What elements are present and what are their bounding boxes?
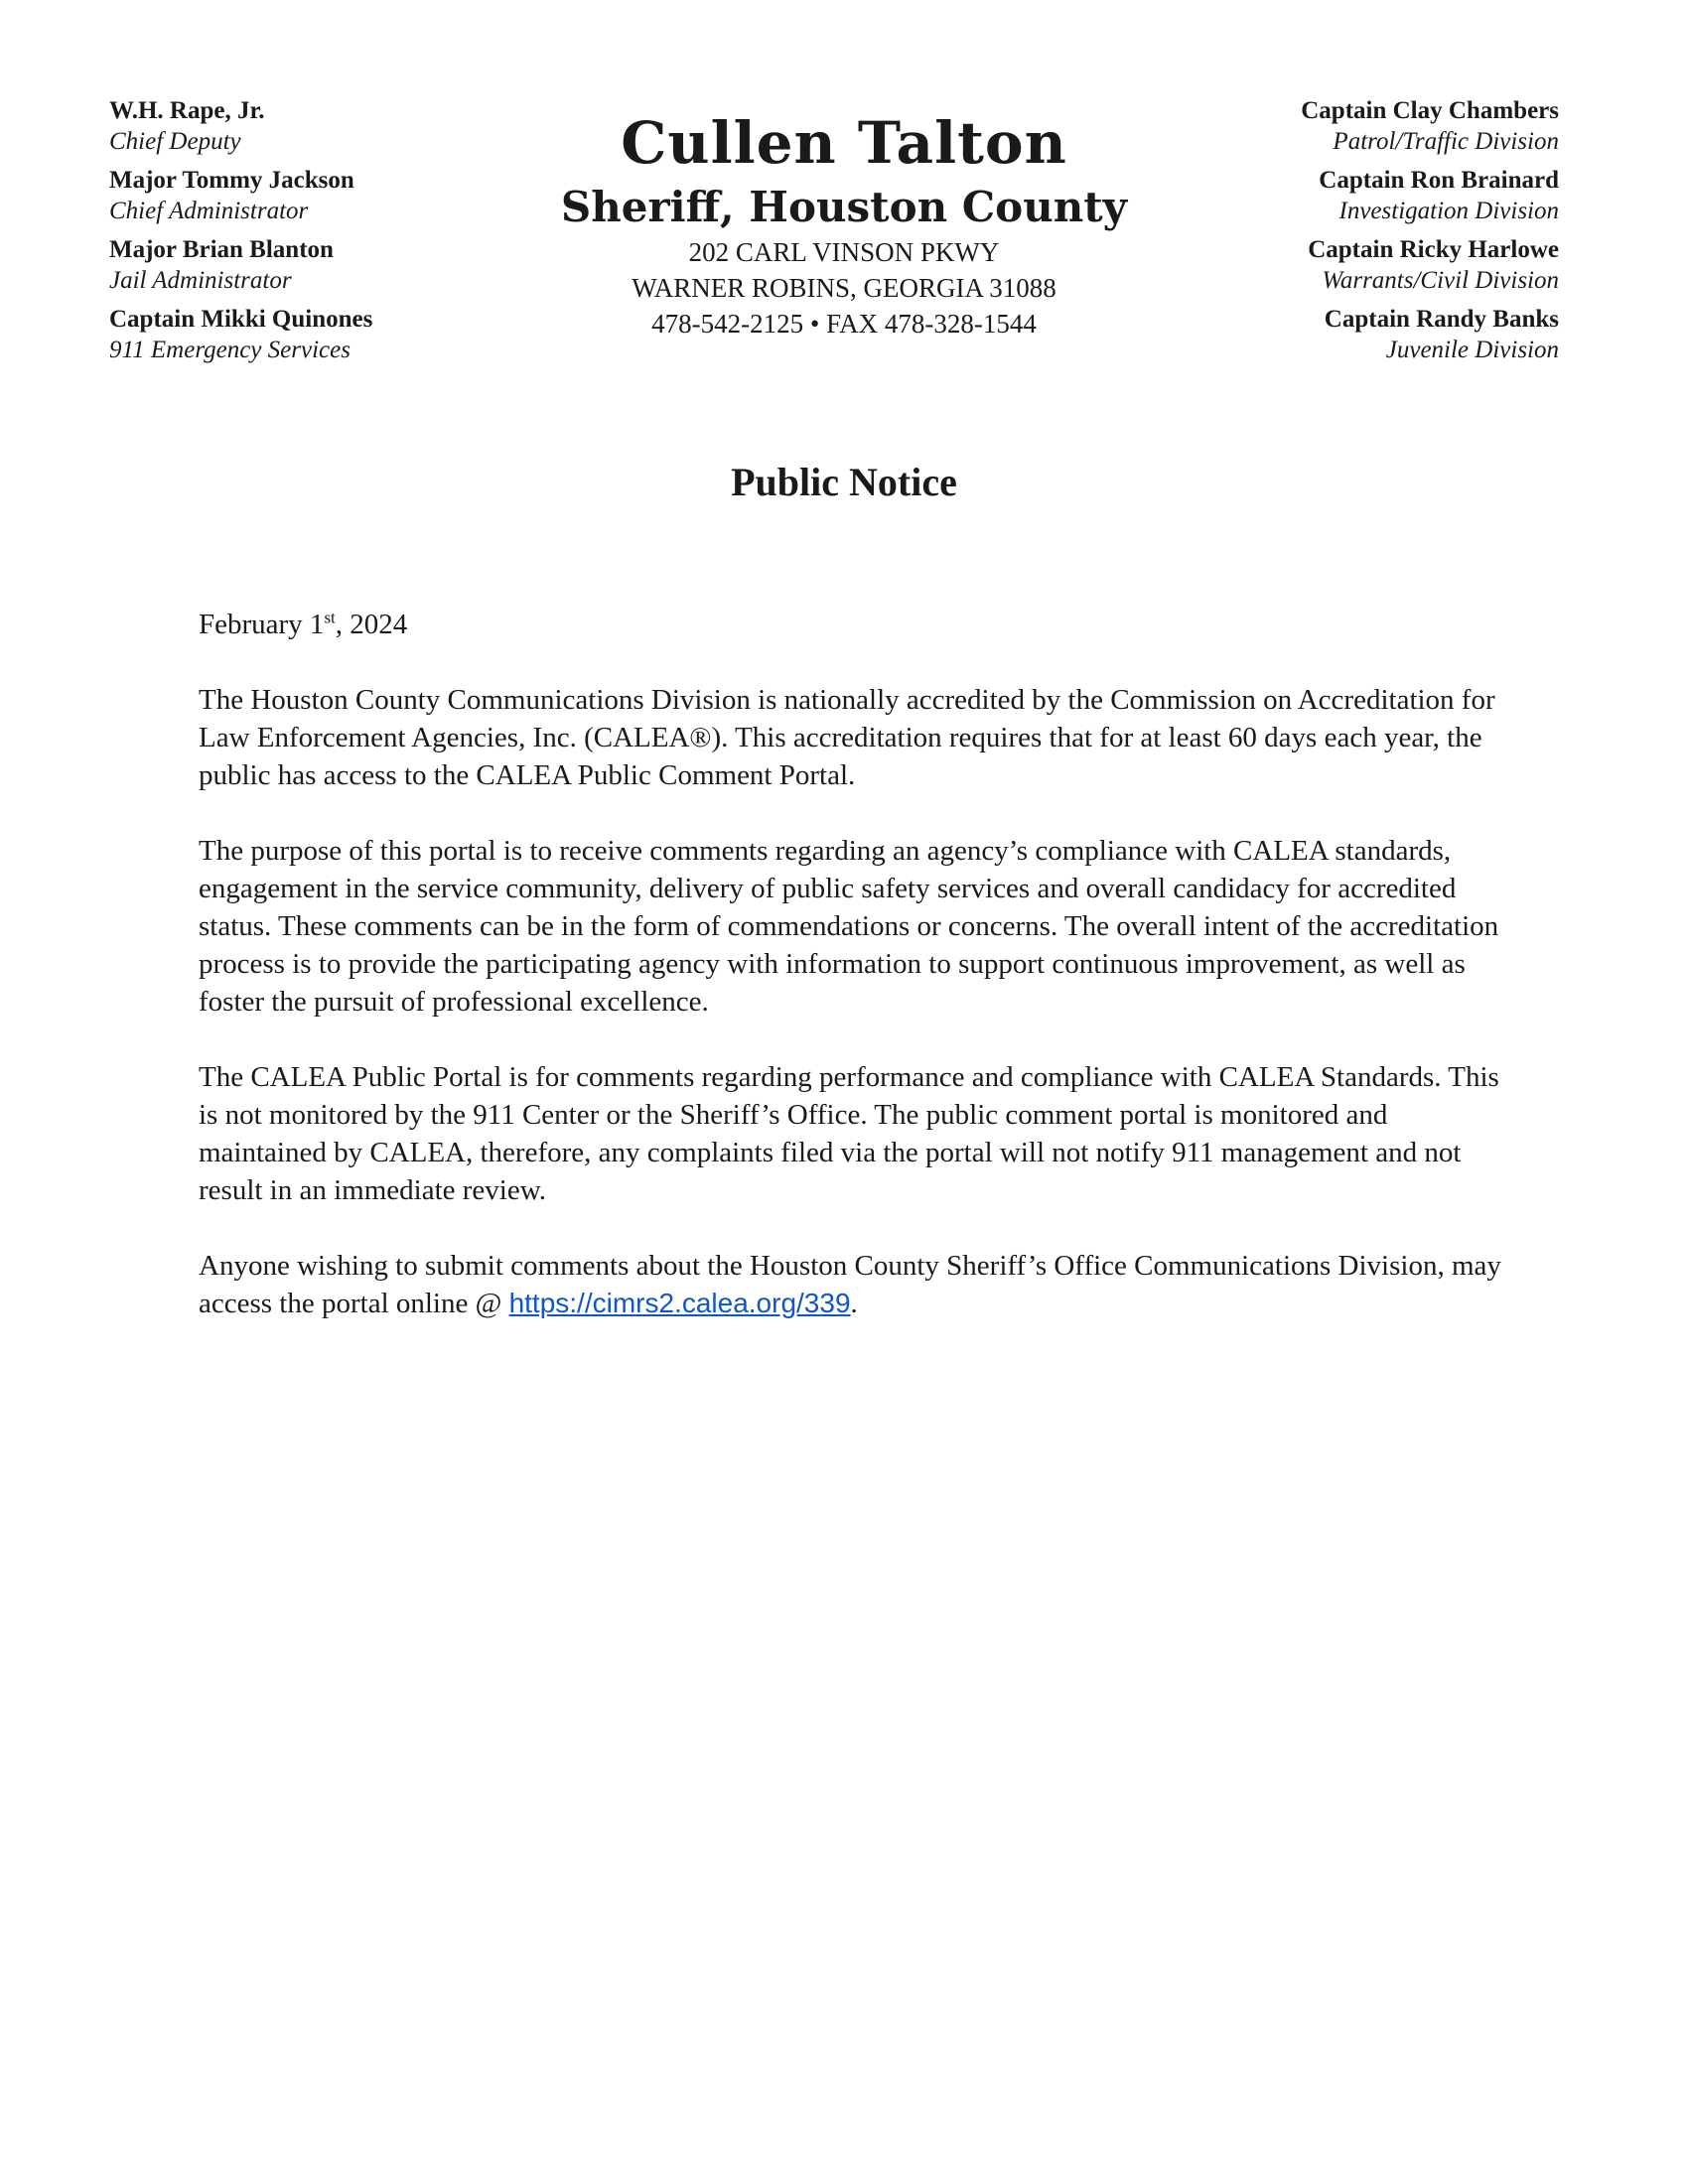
staff-role: Patrol/Traffic Division (1333, 128, 1559, 155)
paragraph-monitoring: The CALEA Public Portal is for comments regarding performance and compliance with CALEA Standards. This is not monitored by the 911 Center or the Sheriff’s Office. The public comment portal is monitored and maintained by CALEA, therefore, any complaints filed via the portal will not notify 911 management and not result in an immediate review. (199, 1061, 1499, 1206)
access-end: . (850, 1288, 858, 1319)
separator-bullet: • (809, 309, 820, 339)
staff-name: Captain Randy Banks (1324, 306, 1559, 333)
staff-entry (1122, 304, 1559, 365)
header-right-column (1122, 95, 1559, 373)
contact-line (496, 306, 1192, 341)
staff-name: Captain Clay Chambers (1301, 97, 1559, 124)
header-left-column (109, 95, 546, 373)
paragraph-accreditation: The Houston County Communications Division is nationally accredited by the Commission on Accreditation for Law Enforcement Agencies, Inc. (CALEA®). This accreditation requires that for at least 60 days each year, the public has access to the CALEA Public Comment Portal. (199, 684, 1495, 791)
paragraph-access (199, 1247, 1509, 1322)
staff-entry (109, 304, 546, 365)
staff-name: W.H. Rape, Jr. (109, 97, 265, 124)
staff-entry (109, 95, 546, 157)
staff-name: Captain Mikki Quinones (109, 306, 373, 333)
staff-entry (1122, 165, 1559, 226)
date-suffix: st (324, 608, 336, 627)
staff-role: Warrants/Civil Division (1322, 267, 1559, 294)
staff-entry (109, 165, 546, 226)
paragraph-purpose: The purpose of this portal is to receive comments regarding an agency’s compliance with CALEA standards, engagement in the service community, delivery of public safety services and overall candidacy for accredited status. These comments can be in the form of commendations or concerns. The overall intent of the accreditation process is to provide the participating agency with information to support continuous improvement, as well as foster the pursuit of professional excellence. (199, 835, 1499, 1018)
staff-role: 911 Emergency Services (109, 337, 351, 363)
staff-role: Investigation Division (1338, 198, 1559, 224)
portal-link[interactable]: https://cimrs2.calea.org/339 (508, 1288, 851, 1318)
staff-role: Juvenile Division (1385, 337, 1559, 363)
fax-number: FAX 478-328-1544 (826, 309, 1037, 339)
phone-number: 478-542-2125 (651, 309, 804, 339)
notice-body (199, 606, 1509, 1360)
staff-name: Major Tommy Jackson (109, 167, 354, 194)
address-line-1: 202 CARL VINSON PKWY (688, 237, 1000, 267)
staff-entry (109, 234, 546, 296)
notice-title: Public Notice (731, 460, 957, 504)
notice-date (199, 606, 1509, 643)
staff-name: Major Brian Blanton (109, 236, 334, 263)
address-line-2: WARNER ROBINS, GEORGIA 31088 (632, 273, 1056, 303)
date-month-day: February 1 (199, 609, 325, 640)
staff-role: Jail Administrator (109, 267, 292, 294)
sheriff-name: Cullen Talton (621, 109, 1067, 177)
staff-name: Captain Ron Brainard (1319, 167, 1559, 194)
staff-entry (1122, 234, 1559, 296)
date-year: , 2024 (335, 609, 408, 640)
staff-role: Chief Administrator (109, 198, 309, 224)
letterhead-center (496, 107, 1192, 341)
access-text: Anyone wishing to submit comments about the Houston County Sheriff’s Office Communications Division, may access the portal online @ (199, 1250, 1501, 1319)
staff-entry (1122, 95, 1559, 157)
sheriff-title: Sheriff, Houston County (560, 183, 1128, 231)
staff-name: Captain Ricky Harlowe (1308, 236, 1559, 263)
staff-role: Chief Deputy (109, 128, 241, 155)
